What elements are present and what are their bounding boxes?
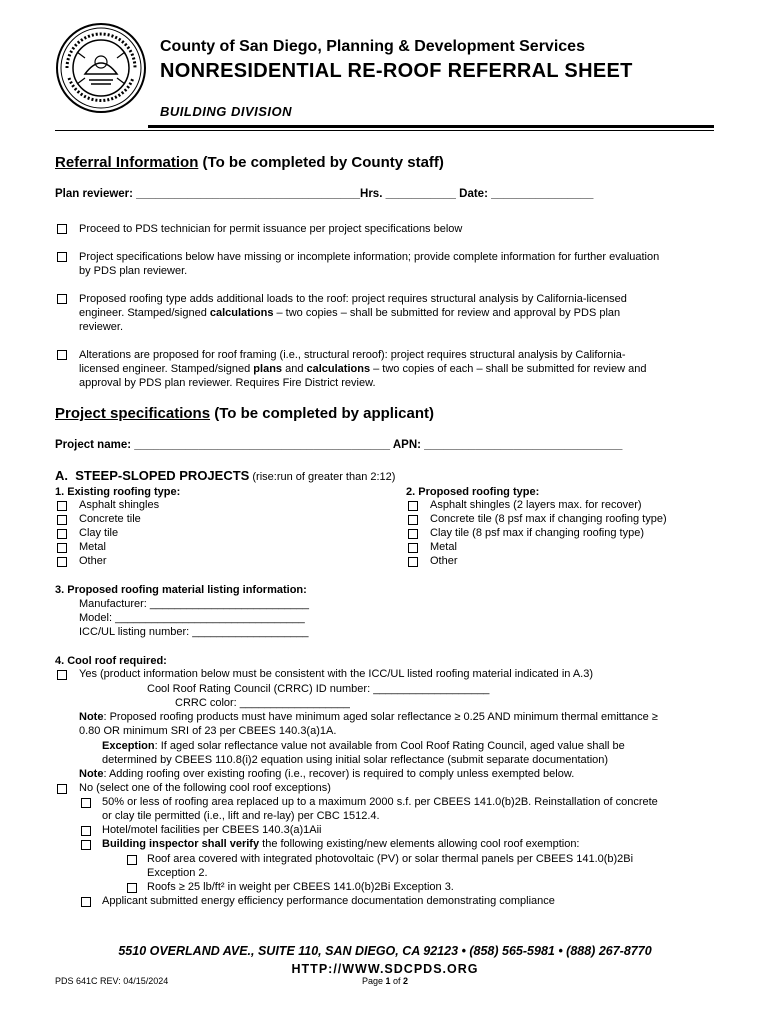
cool-roof-yes-text: Yes (product information below must be consistent with the ICC/UL listed roofing material indicated in A.3): [79, 668, 593, 680]
referral-item-3: Proposed roofing type adds additional loads to the roof: project requires structural analysis by California-licensed: [79, 293, 627, 305]
exception-text: Exception: If aged solar reflectance value not available from Cool Roof Rating Council, aged value shall be: [102, 740, 625, 752]
proposed-checkbox-2[interactable]: [408, 515, 418, 525]
referral-checkbox-2[interactable]: [57, 252, 67, 262]
referral-checkbox-3[interactable]: [57, 294, 67, 304]
cool-roof-no-text: No (select one of the following cool roof exceptions): [79, 782, 331, 794]
exception-3b-text: Roofs ≥ 25 lb/ft² in weight per CBEES 141.0(b)2Bi Exception 3.: [147, 881, 454, 893]
exception-1-cont: or clay tile permitted (i.e., lift and re-lay) per CBC 1512.4.: [102, 810, 380, 822]
existing-checkbox-5[interactable]: [57, 557, 67, 567]
proposed-option: Other: [430, 555, 458, 567]
exception-3a-checkbox[interactable]: [127, 855, 137, 865]
referral-item-4: Alterations are proposed for roof framing (i.e., structural reroof): project requires structural analysis by California-: [79, 349, 626, 361]
proposed-checkbox-4[interactable]: [408, 543, 418, 553]
referral-item-2: Project specifications below have missing or incomplete information; provide complete information for further evaluation: [79, 251, 660, 263]
exception-checkbox-4[interactable]: [81, 897, 91, 907]
proposed-checkbox-5[interactable]: [408, 557, 418, 567]
icc-ul-listing-field[interactable]: ICC/UL listing number: ___________________: [79, 626, 309, 638]
exception-3a-text: Roof area covered with integrated photovoltaic (PV) or solar thermal panels per CBEES 141.0(b)2Bi: [147, 853, 634, 865]
proposed-option: Asphalt shingles (2 layers max. for recover): [430, 499, 642, 511]
county-seal-logo: [55, 22, 147, 114]
cool-roof-label: 4. Cool roof required:: [55, 655, 167, 667]
referral-checkbox-4[interactable]: [57, 350, 67, 360]
existing-checkbox-4[interactable]: [57, 543, 67, 553]
existing-option: Metal: [79, 541, 106, 553]
referral-item-1: Proceed to PDS technician for permit issuance per project specifications below: [79, 223, 463, 235]
exception-checkbox-2[interactable]: [81, 826, 91, 836]
listing-info-label: 3. Proposed roofing material listing information:: [55, 584, 307, 596]
referral-item-4-end: approval by PDS plan reviewer. Requires Fire District review.: [79, 377, 376, 389]
manufacturer-field[interactable]: Manufacturer: __________________________: [79, 598, 309, 610]
header-rule-thick: [148, 125, 714, 128]
existing-option: Other: [79, 555, 107, 567]
agency-name: County of San Diego, Planning & Development Services: [160, 38, 585, 55]
exception-3-text: Building inspector shall verify the following existing/new elements allowing cool roof exemption:: [102, 838, 580, 850]
proposed-option: Concrete tile (8 psf max if changing roofing type): [430, 513, 667, 525]
proposed-checkbox-3[interactable]: [408, 529, 418, 539]
note-reflectance: Note: Proposed roofing products must have minimum aged solar reflectance ≥ 0.25 AND minimum thermal emittance ≥: [79, 711, 658, 723]
referral-item-3-end: reviewer.: [79, 321, 124, 333]
proposed-option: Clay tile (8 psf max if changing roofing type): [430, 527, 644, 539]
division-name: BUILDING DIVISION: [160, 104, 293, 119]
exception-text-cont: determined by CBEES 110.8(i)2 equation using initial solar reflectance (submit separate documentation): [102, 754, 609, 766]
exception-1-text: 50% or less of roofing area replaced up to a maximum 2000 s.f. per CBEES 141.0(b)2B. Reinstallation of concrete: [102, 796, 658, 808]
existing-checkbox-2[interactable]: [57, 515, 67, 525]
proposed-roofing-label: 2. Proposed roofing type:: [406, 486, 540, 498]
footer-url[interactable]: HTTP://WWW.SDCPDS.ORG: [291, 962, 479, 976]
existing-option: Clay tile: [79, 527, 119, 539]
crrc-id-field[interactable]: Cool Roof Rating Council (CRRC) ID number: ___________________: [147, 683, 490, 695]
existing-checkbox-3[interactable]: [57, 529, 67, 539]
cool-roof-no-checkbox[interactable]: [57, 784, 67, 794]
existing-roofing-label: 1. Existing roofing type:: [55, 486, 181, 498]
referral-item-3-cont: engineer. Stamped/signed calculations – two copies – shall be submitted for review and approval by PDS plan: [79, 307, 621, 319]
exception-2-text: Hotel/motel facilities per CBEES 140.3(a)1Aii: [102, 824, 322, 836]
note-recover: Note: Adding roofing over existing roofing (i.e., recover) is required to comply unless exempted below.: [79, 768, 575, 780]
existing-checkbox-1[interactable]: [57, 501, 67, 511]
referral-heading: Referral Information (To be completed by County staff): [55, 154, 444, 171]
exception-4-text: Applicant submitted energy efficiency performance documentation demonstrating compliance: [102, 895, 555, 907]
crrc-color-field[interactable]: CRRC color: __________________: [175, 697, 350, 709]
referral-item-2-cont: by PDS plan reviewer.: [79, 265, 188, 277]
proposed-checkbox-1[interactable]: [408, 501, 418, 511]
exception-checkbox-1[interactable]: [81, 798, 91, 808]
project-name-line[interactable]: Project name: ________________________________________ APN: _______________________________: [55, 439, 623, 451]
plan-reviewer-line[interactable]: Plan reviewer: ___________________________________Hrs. ___________ Date: ________________: [55, 188, 594, 200]
exception-3b-checkbox[interactable]: [127, 883, 137, 893]
document-title: NONRESIDENTIAL RE-ROOF REFERRAL SHEET: [160, 60, 633, 82]
footer-address: 5510 OVERLAND AVE., SUITE 110, SAN DIEGO, CA 92123 • (858) 565-5981 • (888) 267-8770: [118, 944, 652, 958]
form-id: PDS 641C REV: 04/15/2024: [55, 976, 169, 986]
cool-roof-yes-checkbox[interactable]: [57, 670, 67, 680]
exception-checkbox-3[interactable]: [81, 840, 91, 850]
note-reflectance-cont: 0.80 OR minimum SRI of 23 per CBEES 140.3(a)1A.: [79, 725, 337, 737]
proposed-option: Metal: [430, 541, 457, 553]
exception-3a-cont: Exception 2.: [147, 867, 208, 879]
page-number: Page 1 of 2: [361, 976, 409, 986]
existing-option: Concrete tile: [79, 513, 141, 525]
model-field[interactable]: Model: _______________________________: [79, 612, 305, 624]
project-spec-heading: Project specifications (To be completed by applicant): [55, 405, 434, 422]
header-rule-thin: [55, 130, 714, 131]
section-a-heading: A. STEEP-SLOPED PROJECTS (rise:run of greater than 2:12): [55, 468, 396, 483]
existing-option: Asphalt shingles: [79, 499, 160, 511]
referral-item-4-cont: licensed engineer. Stamped/signed plans and calculations – two copies of each – shall be submitted for review and: [79, 363, 647, 375]
referral-checkbox-1[interactable]: [57, 224, 67, 234]
